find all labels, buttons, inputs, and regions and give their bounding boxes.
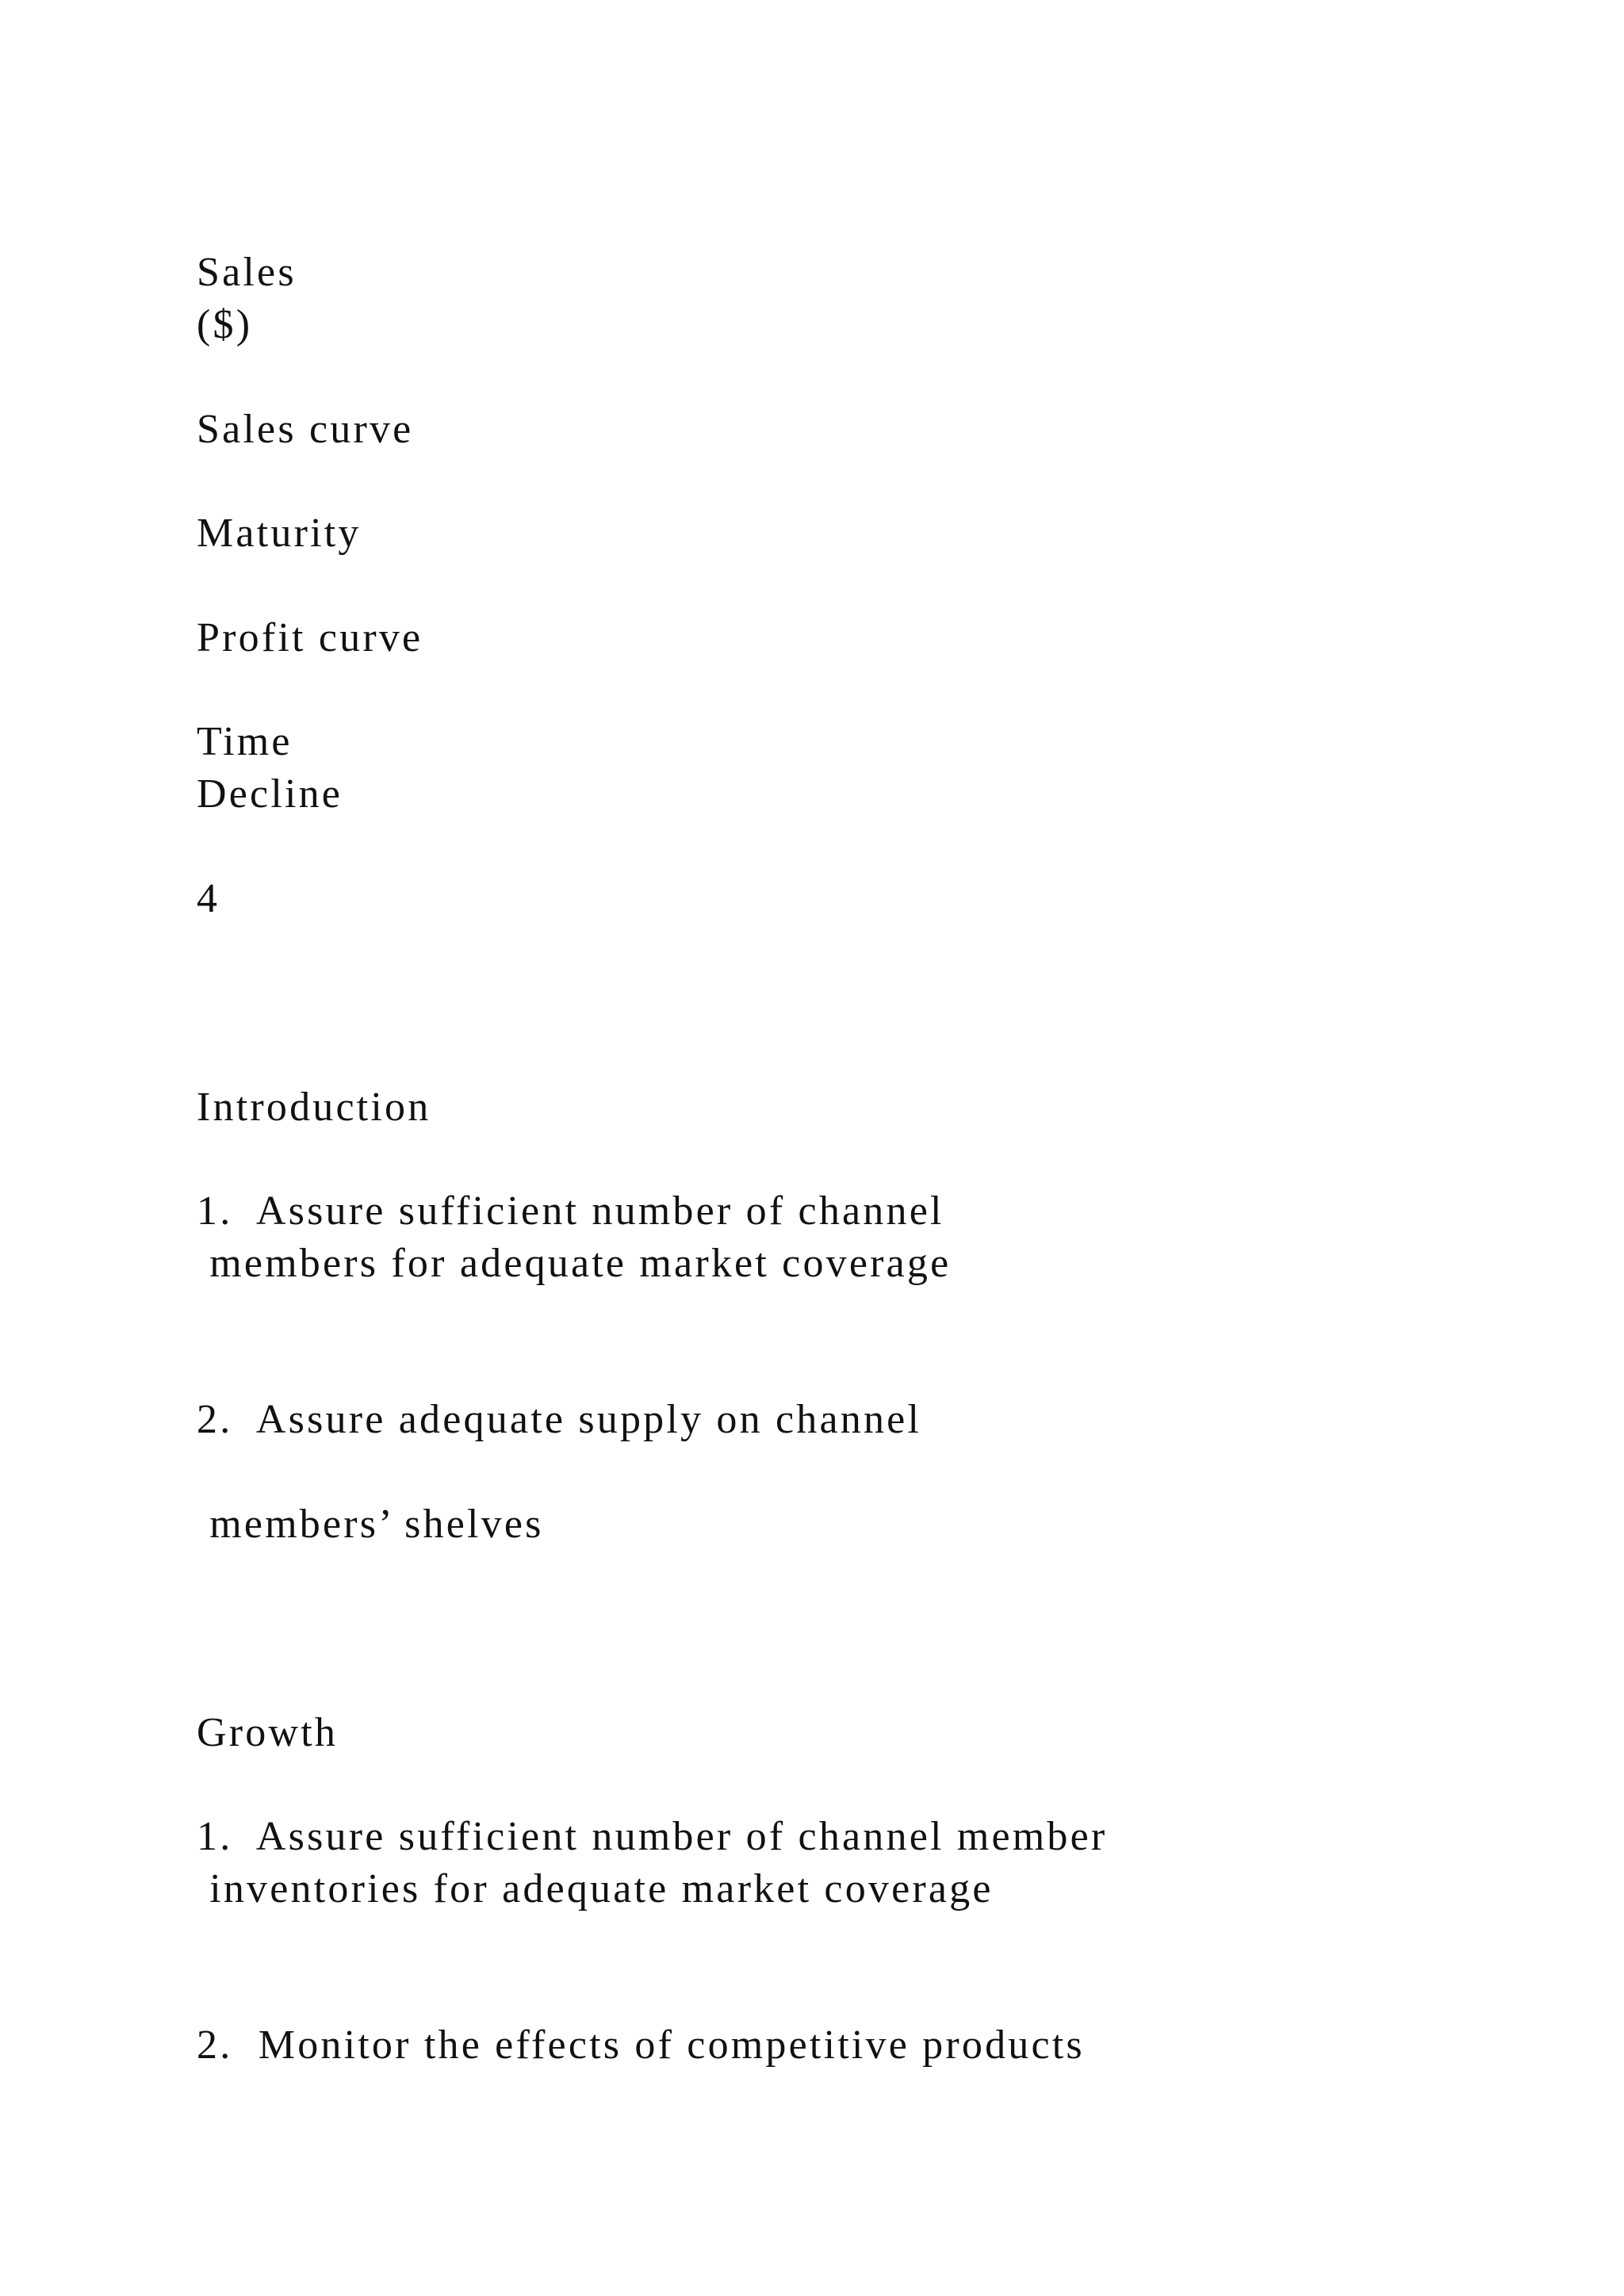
profit-curve-label: Profit curve [197, 615, 423, 660]
decline-label: Decline [197, 771, 343, 817]
time-axis-label: Time [197, 719, 293, 764]
growth-heading: Growth [197, 1710, 339, 1755]
growth-item-1-cont: inventories for adequate market coverage [197, 1866, 994, 1911]
maturity-label: Maturity [197, 511, 362, 556]
introduction-item-2-cont: members’ shelves [197, 1502, 544, 1547]
growth-item-2: 2. Monitor the effects of competitive products [197, 2022, 1085, 2068]
page-number: 4 [197, 876, 220, 921]
introduction-heading: Introduction [197, 1085, 431, 1130]
sales-unit-label: ($) [197, 302, 253, 347]
introduction-item-1-cont: members for adequate market coverage [197, 1241, 952, 1286]
introduction-item-2: 2. Assure adequate supply on channel [197, 1397, 922, 1442]
growth-item-1: 1. Assure sufficient number of channel member [197, 1814, 1108, 1859]
introduction-item-1: 1. Assure sufficient number of channel [197, 1188, 944, 1234]
sales-curve-label: Sales curve [197, 407, 414, 452]
sales-axis-label: Sales [197, 250, 297, 295]
